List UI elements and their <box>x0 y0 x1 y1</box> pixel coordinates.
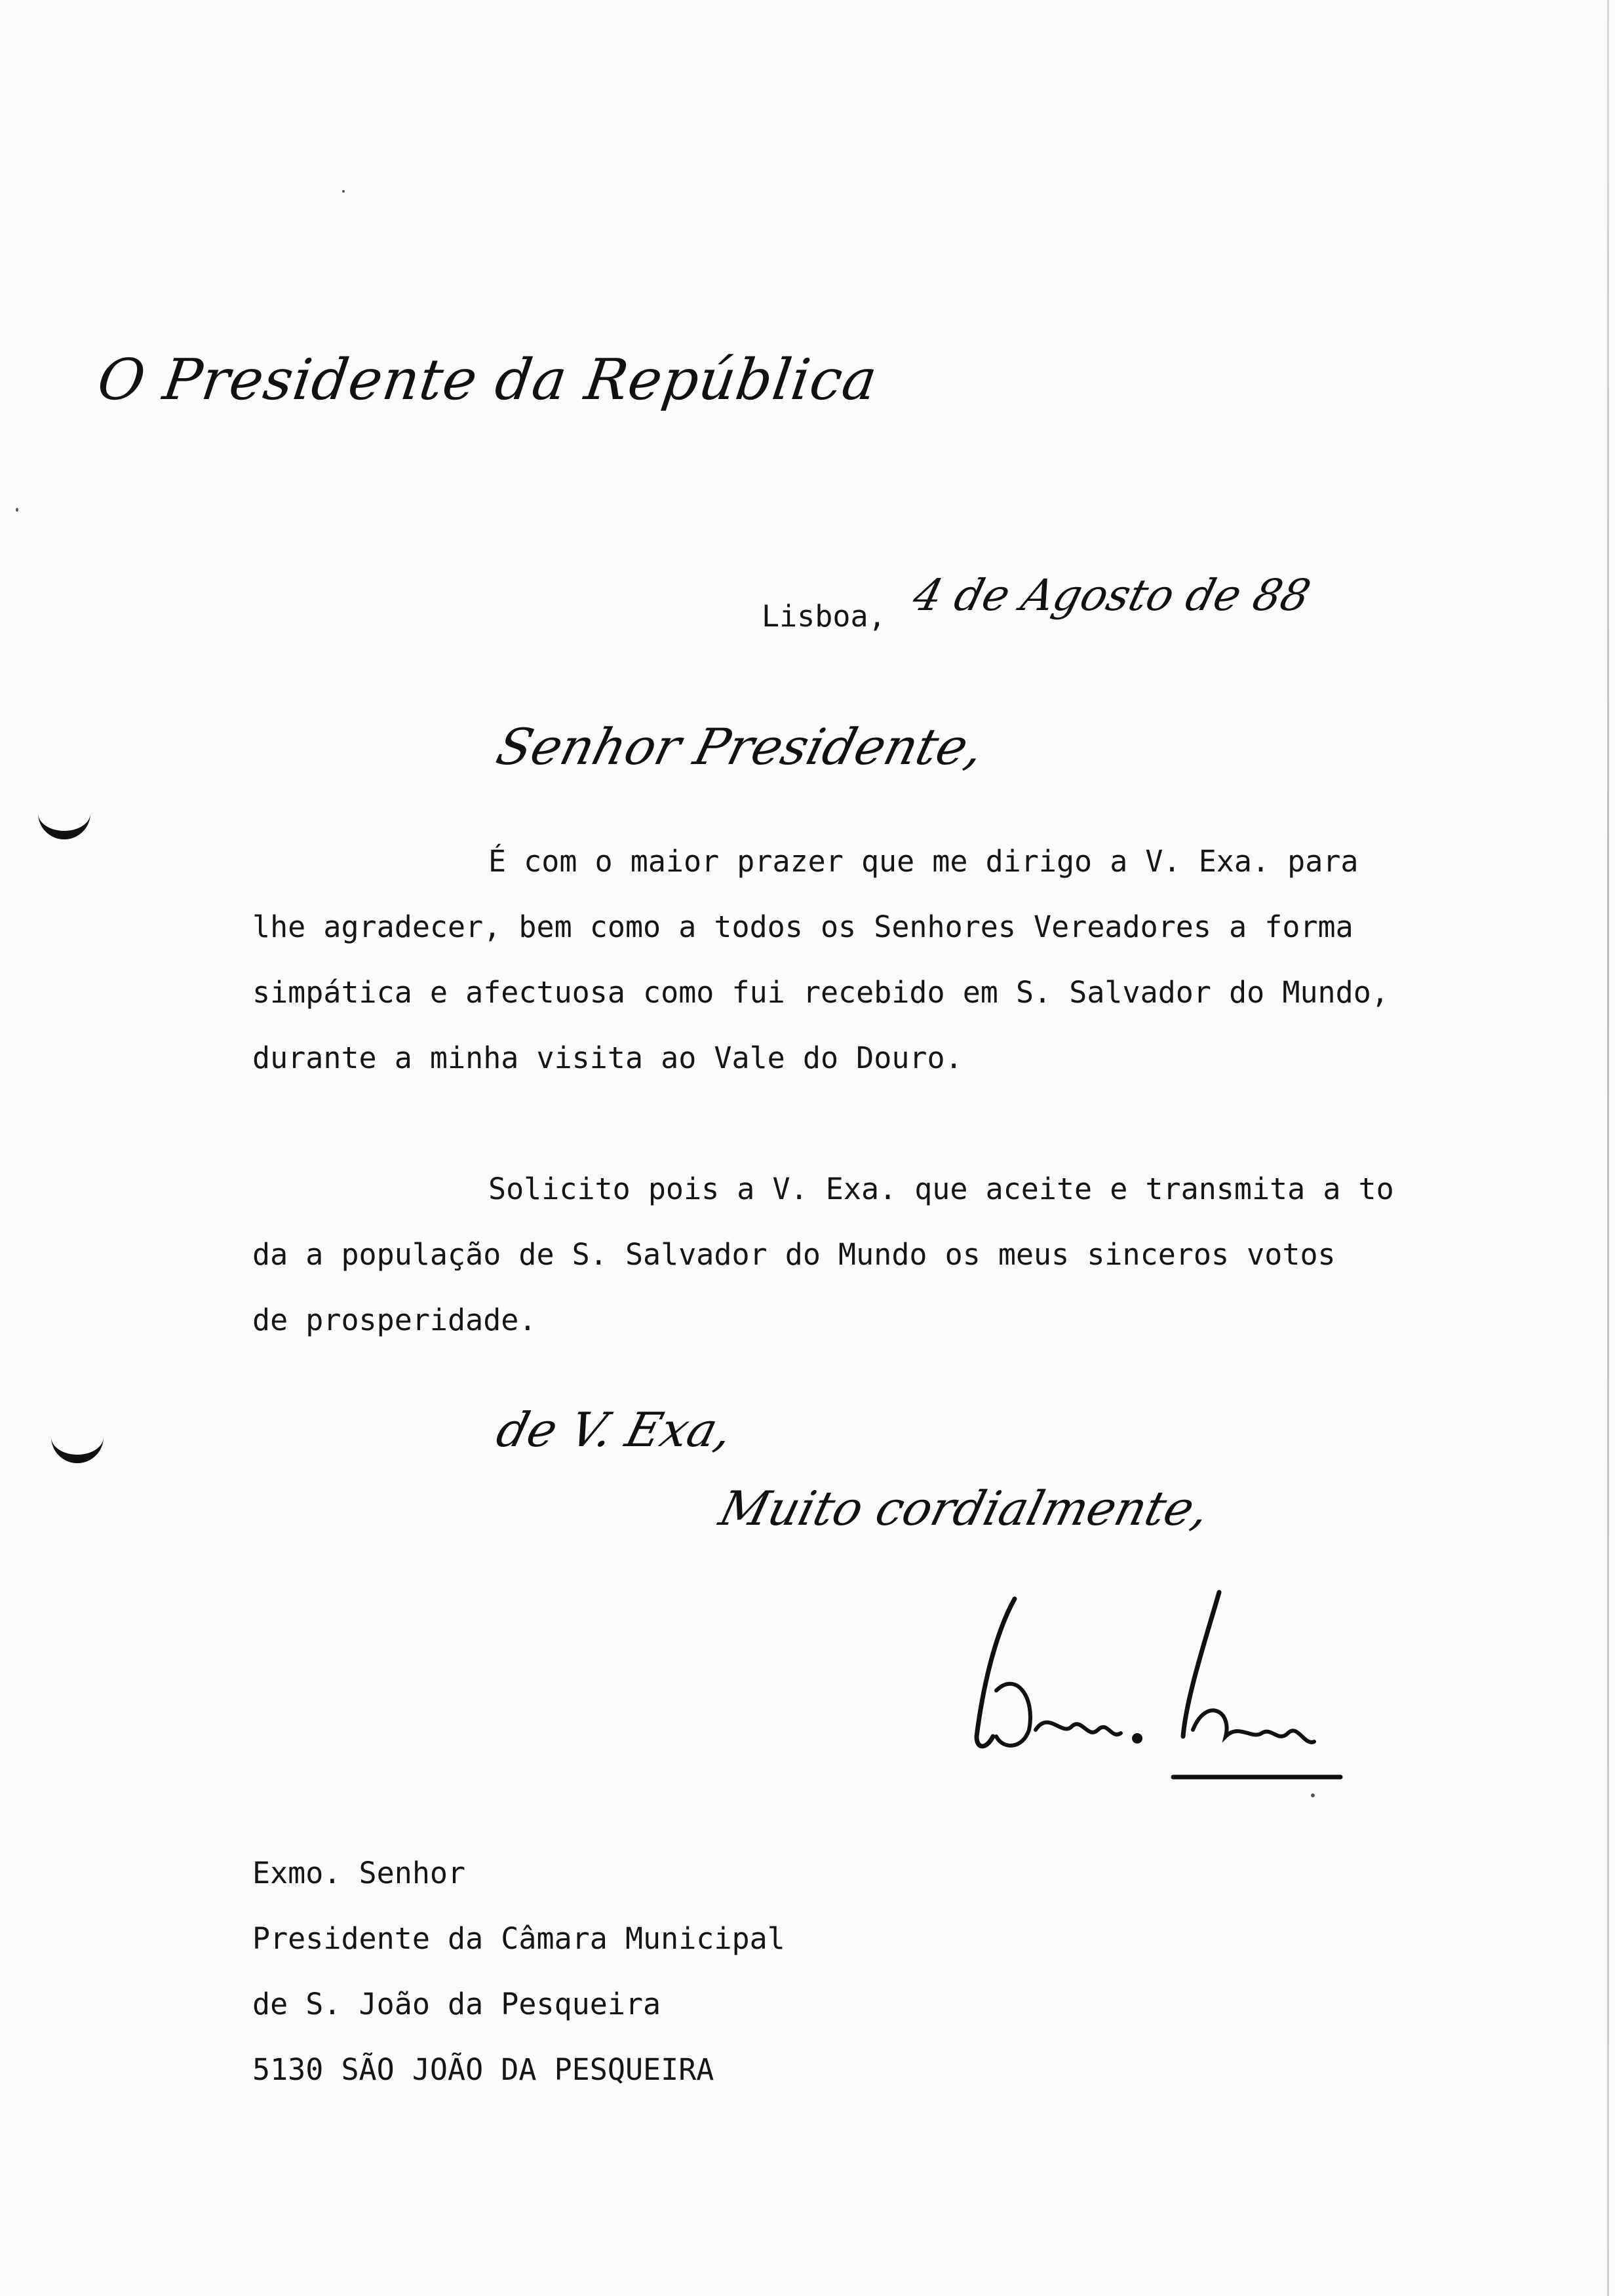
handwritten-closing: Muito cordialmente, <box>714 1481 1215 1536</box>
handwritten-date: 4 de Agosto de 88 <box>908 570 1315 621</box>
body-line: durante a minha visita ao Vale do Douro. <box>252 1041 963 1075</box>
body-line: da a população de S. Salvador do Mundo os meus sinceros votos <box>252 1237 1336 1272</box>
address-line: 5130 SÃO JOÃO DA PESQUEIRA <box>252 2052 714 2087</box>
address-line: Presidente da Câmara Municipal <box>252 1921 785 1956</box>
body-line: Solicito pois a V. Exa. que aceite e transmita a to <box>488 1172 1394 1206</box>
body-line: de prosperidade. <box>252 1303 537 1337</box>
paper-speck <box>342 190 345 193</box>
page-edge-line <box>1607 0 1609 2296</box>
place-label: Lisboa, <box>762 599 886 634</box>
handwritten-salutation: Senhor Presidente, <box>490 718 990 776</box>
address-line: Exmo. Senhor <box>252 1856 466 1890</box>
handwritten-signature <box>957 1586 1350 1802</box>
handwritten-closing: de V. Exa, <box>491 1402 739 1457</box>
paper-speck <box>16 508 18 512</box>
body-line: simpática e afectuosa como fui recebido em S. Salvador do Mundo, <box>252 975 1389 1010</box>
address-line: de S. João da Pesqueira <box>252 1987 661 2021</box>
punch-hole-mark <box>38 805 90 839</box>
punch-hole-mark <box>51 1428 104 1463</box>
body-line: lhe agradecer, bem como a todos os Senhores Vereadores a forma <box>252 909 1353 944</box>
letterhead-title: O Presidente da República <box>93 347 882 413</box>
body-line: É com o maior prazer que me dirigo a V. Exa. para <box>488 844 1359 879</box>
